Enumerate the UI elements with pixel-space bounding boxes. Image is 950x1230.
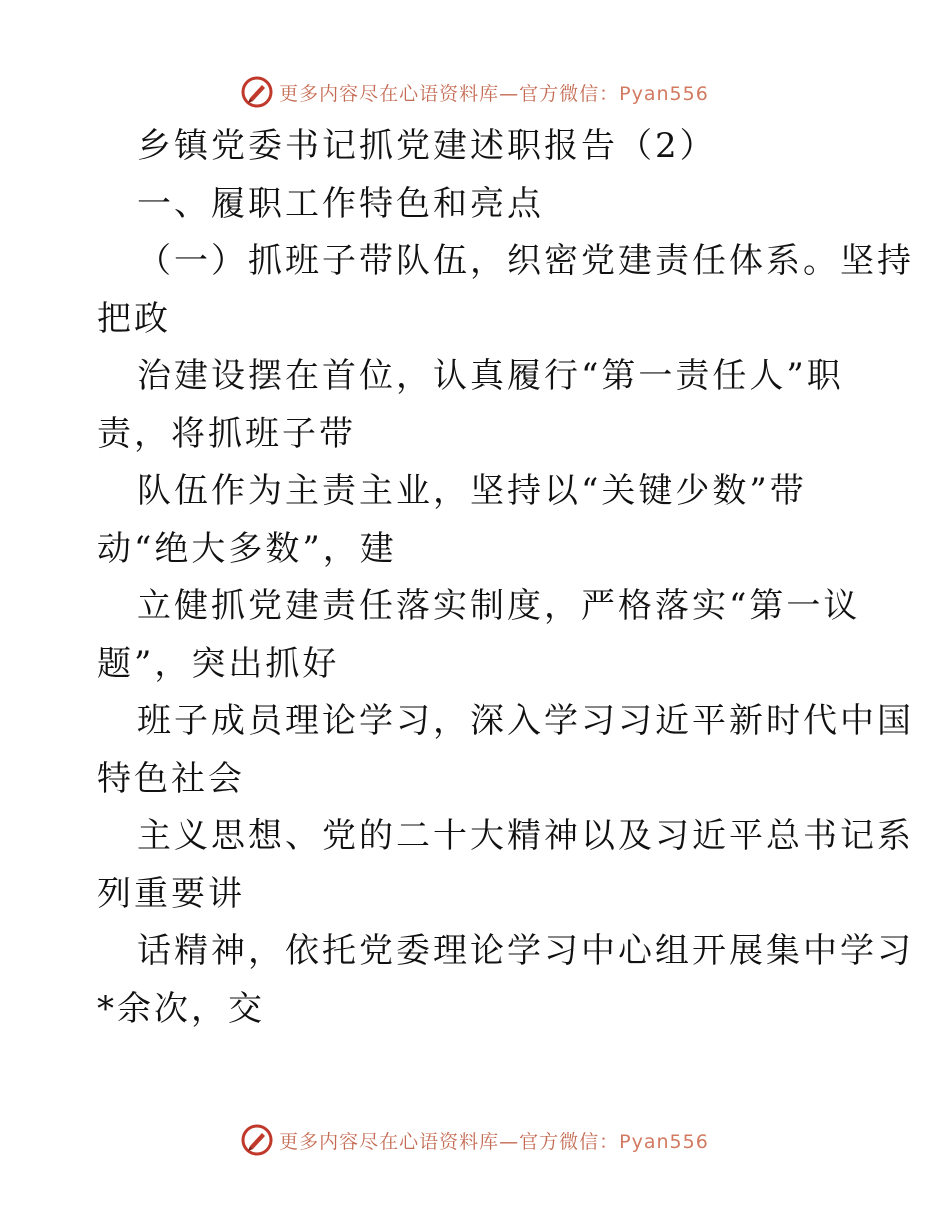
watermark-banner-top xyxy=(0,72,950,112)
paragraph-line: 把政 xyxy=(97,298,171,339)
watermark-label: 更多内容尽在心语资料库—官方微信： xyxy=(279,82,620,105)
paragraph-line: 班子成员理论学习，深入学习习近平新时代中国 xyxy=(137,701,914,741)
paragraph-line: 话精神，依托党委理论学习中心组开展集中学习 xyxy=(137,931,914,971)
pen-logo-icon xyxy=(241,76,273,108)
watermark-text xyxy=(279,79,709,106)
watermark-brand: Pyan556 xyxy=(619,1130,709,1153)
pen-logo-icon xyxy=(241,1124,273,1156)
paragraph-line: （一）抓班子带队伍，织密党建责任体系。坚持 xyxy=(137,241,914,281)
watermark-banner-bottom xyxy=(0,1120,950,1160)
paragraph-line: *余次，交 xyxy=(97,988,265,1029)
paragraph-line: 主义思想、党的二十大精神以及习近平总书记系 xyxy=(137,816,914,856)
watermark-brand: Pyan556 xyxy=(619,82,709,105)
paragraph-line: 题”，突出抓好 xyxy=(97,643,340,684)
paragraph-line: 列重要讲 xyxy=(97,873,245,914)
document-title: 乡镇党委书记抓党建述职报告（2） xyxy=(137,126,717,166)
section-heading: 一、履职工作特色和亮点 xyxy=(137,183,544,224)
document-body xyxy=(97,118,914,1038)
paragraph-line: 立健抓党建责任落实制度，严格落实“第一议 xyxy=(137,586,861,626)
paragraph-line: 责，将抓班子带 xyxy=(97,413,356,454)
paragraph-line: 特色社会 xyxy=(97,758,245,799)
paragraph-line: 治建设摆在首位，认真履行“第一责任人”职 xyxy=(137,356,844,396)
paragraph-line: 队伍作为主责主业，坚持以“关键少数”带 xyxy=(137,471,807,511)
paragraph-line: 动“绝大多数”，建 xyxy=(97,528,397,569)
watermark-text xyxy=(279,1127,709,1154)
watermark-label: 更多内容尽在心语资料库—官方微信： xyxy=(279,1130,620,1153)
